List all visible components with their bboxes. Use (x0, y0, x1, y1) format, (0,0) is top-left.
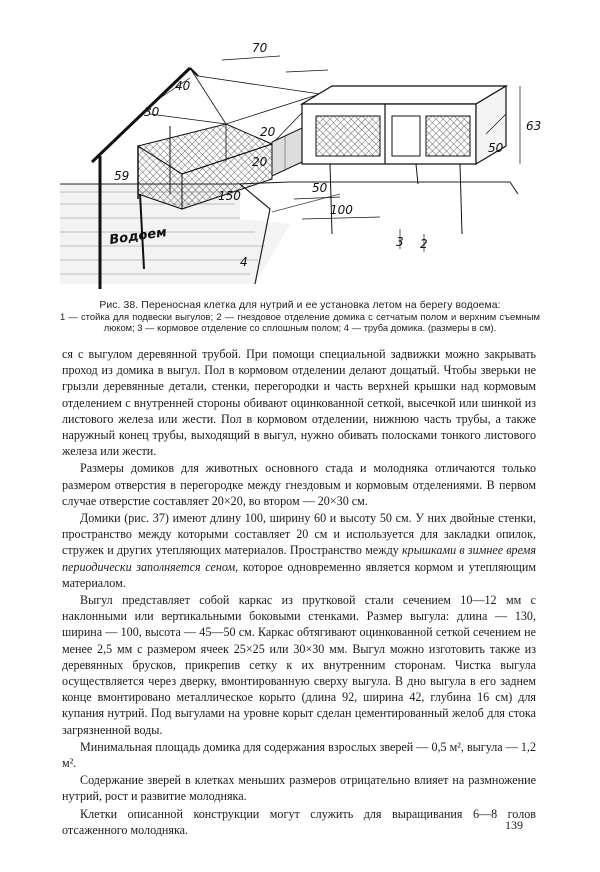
dim-label-50-bottom: 50 (312, 181, 328, 195)
dim-label-40: 40 (175, 79, 191, 93)
cage-illustration (40, 34, 560, 306)
water-label: Водоем (108, 225, 168, 248)
paragraph-5: Минимальная площадь домика для содержания взрослых зверей — 0,5 м², выгула — 1,2 м². (62, 739, 536, 771)
part-number-3: 3 (396, 235, 404, 249)
paragraph-4: Выгул представляет собой каркас из прутковой стали сечением 10—12 мм с наклонными или вертикальными боковыми стенками. Размер выгула: длина — 130, ширина — 100, высота — 45—50 см. Каркас обтягивают оцинкованной сеткой сечением не менее 2,5 мм с размером ячеек 25×25 или 30×30 мм. Выгул можно изготовить также из деревянных брусков, прикрепив сетку к их внутренним сторонам. Чистка выгула осуществляется через дверку, вмонтированную сверху выгула. В дно выгула в его заднем конце вмонтировано металлическое корыто (длина 92, ширина 42, глубина 16 см) для купания нутрий. Под выгулами на уровне корыт сделан цементированный желоб для стока загрязненной воды. (62, 593, 536, 737)
paragraph-3-start: Домики (рис. 37) имеют длину 100, ширину 60 и высоту 50 см. У них двойные стенки, пространство между которыми составляет 20 см и используется для закладки опилок, стружек и других утепляющих материалов. Пространство между (62, 511, 536, 558)
paragraph-3-italic: крышками в зимнее время периодически заполняется сеном, (62, 543, 536, 574)
part-number-2: 2 (420, 237, 428, 251)
dim-label-20-lower: 20 (252, 155, 268, 169)
house-pipe (272, 128, 302, 176)
dim-label-63: 63 (526, 119, 542, 133)
dim-label-100: 100 (330, 203, 353, 217)
paragraph-6: Содержание зверей в клетках меньших размеров отрицательно влияет на размножение нутрий, рост и развитие молодняка. (62, 773, 536, 804)
paragraph-3-end: которое одновременно является кормом и утепляющим материалом. (62, 559, 536, 590)
part-number-4: 4 (240, 255, 248, 269)
dim-label-50-side: 50 (488, 141, 504, 155)
dim-label-30: 30 (144, 105, 160, 119)
caption-legend: 1 — стойка для подвески выгулов; 2 — гнездовое отделение домика с сетчатым полом и верхним съемным люком; 3 — кормовое отделение со сплошным полом; 4 — труба домика. (размеры в см). (60, 311, 540, 333)
page-number: 139 (505, 818, 523, 832)
dim-label-150: 150 (218, 189, 241, 203)
caption-title: Рис. 38. Переносная клетка для нутрий и ее установка летом на берегу водоема: (99, 300, 501, 311)
figure-38 (40, 34, 560, 306)
figure-caption (60, 300, 540, 333)
paragraph-7: Клетки описанной конструкции могут служить для выращивания 6—8 голов отсаженного молодняка. (62, 806, 536, 837)
paragraph-2: Размеры домиков для животных основного стада и молодняка отличаются только размером отверстия в перегородке между гнездовым и кормовым отделениями. В первом случае отверстие составляет 20×20, во втором — 20×30 см. (62, 461, 536, 508)
dim-label-70: 70 (252, 41, 268, 55)
paragraph-3 (62, 510, 536, 591)
paragraph-1: ся с выгулом деревянной трубой. При помощи специальной задвижки можно закрывать проход из домика в выгул. Пол в кормовом отделении делают дощатый. Чтобы зверьки не грызли деревянные детали, стенки, перегородки и часть верхней крышки над кормовым отделением с внутренней стороны обивают оцинкованной сеткой, высечкой или шинкой из листового железа или жести. Пол в кормовом отделении, нижнюю часть трубы, а также наружный конец трубы, выходящий в выгул, нужно обивать полосками тонкого листового железа или жести. (62, 347, 536, 459)
dim-label-59: 59 (114, 169, 130, 183)
dim-label-20-upper: 20 (260, 125, 276, 139)
body-text (62, 346, 536, 838)
